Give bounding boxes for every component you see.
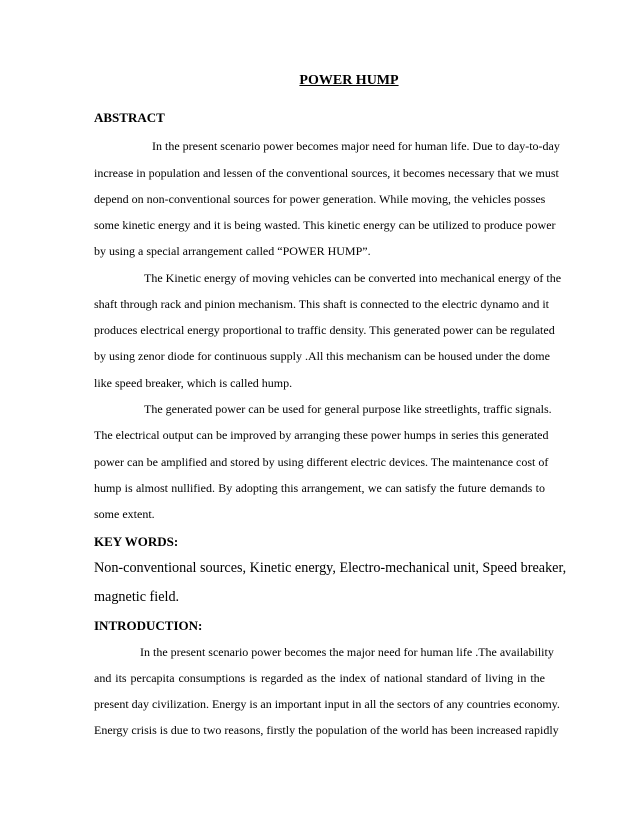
document-title: POWER HUMP: [299, 73, 399, 88]
abstract-line: power can be amplified and stored by using different electric devices. The maintenance cost of: [94, 455, 549, 469]
abstract-line: some kinetic energy and it is being wasted. This kinetic energy can be utilized to produce power: [94, 218, 556, 232]
abstract-line: shaft through rack and pinion mechanism. This shaft is connected to the electric dynamo and it: [94, 297, 549, 311]
abstract-line: by using a special arrangement called “POWER HUMP”.: [94, 244, 371, 258]
abstract-line: by using zenor diode for continuous supply .All this mechanism can be housed under the dome: [94, 349, 550, 363]
abstract-line: some extent.: [94, 507, 155, 521]
keywords-line: Non-conventional sources, Kinetic energy, Electro-mechanical unit, Speed breaker,: [94, 560, 567, 576]
keywords-line: magnetic field.: [94, 589, 180, 605]
abstract-line: In the present scenario power becomes major need for human life. Due to day-to-day: [152, 139, 560, 153]
abstract-line: like speed breaker, which is called hump.: [94, 376, 293, 390]
introduction-line: Energy crisis is due to two reasons, firstly the population of the world has been increased rapidly: [94, 723, 559, 737]
abstract-line: The electrical output can be improved by arranging these power humps in series this generated: [94, 428, 549, 442]
introduction-line: present day civilization. Energy is an important input in all the sectors of any countries economy.: [94, 697, 560, 711]
keywords-heading: KEY WORDS:: [94, 534, 179, 549]
introduction-heading: INTRODUCTION:: [94, 618, 203, 633]
abstract-line: depend on non-conventional sources for power generation. While moving, the vehicles posses: [94, 192, 546, 206]
introduction-line: and its percapita consumptions is regarded as the index of national standard of living in the: [94, 671, 545, 685]
introduction-line: In the present scenario power becomes the major need for human life .The availability: [140, 645, 554, 659]
abstract-line: The Kinetic energy of moving vehicles can be converted into mechanical energy of the: [144, 271, 562, 285]
abstract-line: hump is almost nullified. By adopting this arrangement, we can satisfy the future demands to: [94, 481, 545, 495]
abstract-line: The generated power can be used for general purpose like streetlights, traffic signals.: [144, 402, 552, 416]
abstract-heading: ABSTRACT: [94, 110, 165, 125]
abstract-line: increase in population and lessen of the conventional sources, it becomes necessary that we must: [94, 166, 559, 180]
abstract-line: produces electrical energy proportional to traffic density. This generated power can be regulated: [94, 323, 555, 337]
